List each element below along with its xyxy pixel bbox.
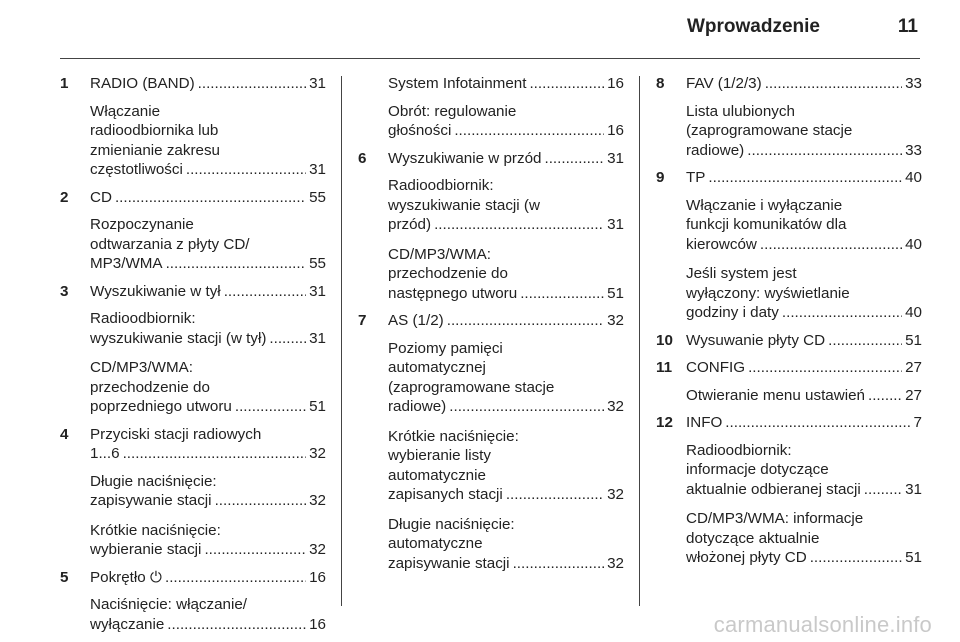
sub-entry — [686, 196, 922, 255]
sub-line: Obrót: regulowanie — [388, 102, 517, 120]
page-ref: 55 — [309, 255, 326, 272]
sub-line: funkcji komunikatów dla — [686, 216, 847, 233]
index-entry — [656, 358, 922, 405]
index-entry — [656, 168, 922, 323]
page-ref: 40 — [905, 169, 922, 186]
sub-line: Krótkie naciśnięcie: — [90, 521, 221, 539]
entry-number: 9 — [656, 169, 665, 186]
power-icon: ⏻ — [149, 568, 162, 586]
sub-line: wyszukiwanie stacji (w tył) — [90, 329, 267, 347]
index-entry — [60, 425, 326, 560]
page-ref: 32 — [607, 312, 624, 329]
entry-title: Pokrętło — [90, 568, 146, 586]
index-entry — [60, 568, 326, 635]
sub-line: kierowców — [686, 235, 757, 253]
sub-line: wyłączanie — [90, 615, 165, 633]
index-entry — [60, 188, 326, 274]
page-ref: 31 — [309, 75, 326, 92]
sub-line: Włączanie i wyłączanie — [686, 196, 843, 214]
sub-line: Radioodbiornik: — [686, 441, 792, 459]
sub-line: głośności — [388, 122, 452, 139]
sub-entry — [686, 441, 922, 500]
sub-line: CD/MP3/WMA: informacje — [686, 510, 864, 527]
page-ref: 32 — [607, 486, 624, 503]
sub-line: (zaprogramowane stacje — [388, 378, 555, 396]
sub-line: wyłączony: wyświetlanie — [686, 284, 850, 302]
sub-entry — [686, 264, 922, 323]
entry-number: 8 — [656, 75, 665, 92]
page-ref: 40 — [905, 304, 922, 321]
page-ref: 16 — [607, 122, 624, 139]
entry-number: 5 — [60, 568, 69, 586]
column-divider — [341, 76, 342, 606]
page-ref: 16 — [607, 75, 624, 92]
entry-title: AS (1/2) — [388, 312, 444, 329]
sub-line: wyszukiwanie stacji (w — [388, 196, 540, 214]
sub-entry — [686, 509, 922, 568]
page-ref: 40 — [905, 235, 922, 253]
column-1 — [60, 74, 326, 642]
sub-entry — [90, 215, 326, 274]
sub-entry — [388, 176, 624, 235]
sub-line: dotyczące aktualnie — [686, 529, 820, 547]
sub-line: MP3/WMA — [90, 255, 163, 272]
entry-title: TP — [686, 169, 706, 186]
entry-number: 4 — [60, 425, 69, 443]
watermark: carmanualsonline.info — [713, 612, 932, 637]
page-ref: 16 — [309, 615, 326, 633]
page-ref: 51 — [607, 284, 624, 302]
sub-line: następnego utworu — [388, 284, 518, 302]
page-ref: 27 — [905, 359, 922, 376]
sub-line: przechodzenie do — [90, 378, 210, 396]
sub-line: radiowe) — [388, 398, 447, 415]
sub-line: automatyczne — [388, 535, 483, 552]
sub-entry — [686, 386, 922, 406]
sub-line: (zaprogramowane stacje — [686, 122, 853, 139]
entry-title: 1...6 — [90, 445, 120, 462]
entry-number: 11 — [656, 359, 673, 376]
entry-title: FAV (1/2/3) — [686, 75, 762, 92]
entry-number: 12 — [656, 414, 673, 431]
page-ref: 31 — [309, 161, 326, 178]
page-ref: 32 — [607, 398, 624, 415]
header-divider — [60, 58, 920, 59]
sub-line: CD/MP3/WMA: — [388, 245, 491, 263]
page-ref: 51 — [905, 331, 922, 349]
sub-line: Lista ulubionych — [686, 102, 795, 120]
sub-line: włożonej płyty CD — [686, 549, 807, 566]
entry-title: Przyciski stacji radiowych — [90, 425, 262, 443]
sub-line: Radioodbiornik: — [90, 310, 196, 327]
entry-number: 6 — [358, 149, 367, 167]
sub-line: Radioodbiornik: — [388, 177, 494, 194]
sub-line: godziny i daty — [686, 304, 779, 321]
sub-line: informacje dotyczące — [686, 461, 829, 478]
sub-line: przód) — [388, 216, 432, 233]
entry-number: 7 — [358, 312, 367, 329]
column-2 — [358, 74, 624, 581]
sub-line: Włączanie — [90, 102, 161, 120]
index-entry — [358, 311, 624, 573]
sub-line: Poziomy pamięci — [388, 339, 503, 357]
page-ref: 55 — [309, 188, 326, 206]
sub-line: automatycznie — [388, 466, 486, 484]
entry-title: Wyszukiwanie w tył — [90, 282, 221, 300]
sub-line: Otwieranie menu ustawień — [686, 386, 865, 404]
page-ref: 32 — [309, 541, 326, 558]
page-ref: 16 — [309, 568, 326, 586]
entry-title: RADIO (BAND) — [90, 75, 195, 92]
sub-line: przechodzenie do — [388, 265, 508, 282]
sub-entry — [90, 102, 326, 180]
page-title: Wprowadzenie — [686, 16, 820, 37]
page-ref: 27 — [905, 386, 922, 404]
sub-line: częstotliwości — [90, 161, 183, 178]
page-ref: 31 — [905, 480, 922, 498]
page-ref: 31 — [309, 329, 326, 347]
sub-entry — [388, 515, 624, 574]
column-divider — [639, 76, 640, 606]
index-entry — [60, 282, 326, 417]
index-entry — [60, 74, 326, 180]
sub-line: Krótkie naciśnięcie: — [388, 427, 519, 445]
sub-entry — [90, 595, 326, 634]
page-ref: 33 — [905, 141, 922, 159]
entry-title: CD — [90, 188, 112, 206]
sub-line: automatycznej — [388, 359, 486, 376]
entry-number: 3 — [60, 282, 69, 300]
page-ref: 32 — [309, 445, 326, 462]
sub-entry — [388, 427, 624, 505]
index-entry — [358, 149, 624, 304]
sub-line: System Infotainment — [388, 75, 527, 92]
sub-entry — [388, 102, 624, 141]
sub-line: wybieranie listy — [388, 447, 491, 464]
sub-line: radiowe) — [686, 141, 745, 159]
page-ref: 33 — [905, 75, 922, 92]
sub-line: Jeśli system jest — [686, 265, 797, 282]
entry-title: Wysuwanie płyty CD — [686, 331, 826, 349]
entry-number: 10 — [656, 331, 673, 349]
sub-line: zmienianie zakresu — [90, 141, 220, 159]
page-ref: 31 — [309, 282, 326, 300]
page-ref: 51 — [309, 398, 326, 415]
entry-title: Wyszukiwanie w przód — [388, 149, 542, 167]
column-3 — [656, 74, 922, 576]
sub-line: odtwarzania z płyty CD/ — [90, 235, 250, 253]
sub-line: Długie naciśnięcie: — [388, 515, 515, 533]
entry-number: 1 — [60, 75, 69, 92]
sub-entry — [90, 472, 326, 511]
page-ref: 31 — [607, 149, 624, 167]
page-number: 11 — [897, 16, 918, 37]
sub-entry — [90, 358, 326, 417]
page-ref: 51 — [905, 549, 922, 566]
sub-line: Naciśnięcie: włączanie/ — [90, 596, 248, 613]
page-ref: 32 — [607, 554, 624, 572]
sub-entry — [90, 521, 326, 560]
sub-line: aktualnie odbieranej stacji — [686, 480, 861, 498]
sub-line: zapisanych stacji — [388, 486, 503, 503]
index-entry — [656, 413, 922, 568]
sub-entry — [388, 245, 624, 304]
sub-entry — [388, 339, 624, 417]
sub-line: zapisywanie stacji — [90, 492, 212, 509]
index-entry — [656, 331, 922, 351]
sub-entry — [90, 309, 326, 348]
entry-title: INFO — [686, 414, 723, 431]
index-entry — [656, 74, 922, 160]
sub-line: radioodbiornika lub — [90, 122, 219, 139]
entry-title: CONFIG — [686, 359, 746, 376]
sub-line: poprzedniego utworu — [90, 398, 232, 415]
sub-line: Rozpoczynanie — [90, 216, 194, 233]
page-ref: 31 — [607, 216, 624, 233]
sub-line: wybieranie stacji — [90, 541, 202, 558]
sub-line: Długie naciśnięcie: — [90, 472, 217, 490]
sub-entry — [686, 102, 922, 161]
page-ref: 7 — [913, 414, 922, 431]
sub-line: CD/MP3/WMA: — [90, 359, 193, 376]
index-entry-continued — [358, 74, 624, 141]
sub-line: zapisywanie stacji — [388, 554, 510, 572]
page-ref: 32 — [309, 492, 326, 509]
entry-number: 2 — [60, 188, 69, 206]
